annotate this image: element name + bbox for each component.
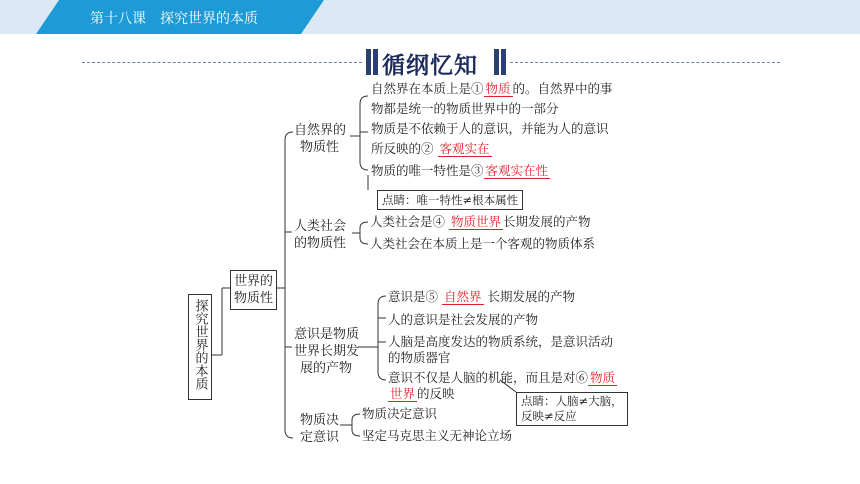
natural-item-1-line-2: 物都是统一的物质世界中的一部分: [371, 101, 559, 116]
root-node: [188, 294, 212, 400]
branch-natural-label: [294, 122, 346, 156]
answer-blank-6b: 世界: [390, 386, 416, 401]
answer-blank-1: 物质: [485, 81, 511, 96]
text: 的反映: [417, 386, 455, 401]
root-label: 探究世界的本质: [192, 299, 208, 390]
determines-item-1: 物质决定意识: [362, 406, 438, 421]
answer-blank-3: 客观实在性: [485, 163, 549, 178]
consciousness-item-4-line-2: [388, 386, 455, 402]
text: 意识不仅是人脑的机能，而且是对⑥: [388, 370, 589, 385]
branch-consciousness-label: [294, 326, 359, 377]
consciousness-item-2: 人的意识是社会发展的产物: [388, 312, 539, 327]
natural-item-3: [371, 163, 550, 179]
natural-item-2-line-2: [371, 141, 492, 157]
natural-note: 点睛：唯一特性≠根本属性: [377, 190, 523, 210]
branch-society-label: [294, 218, 346, 252]
society-item-2: 人类社会在本质上是一个客观的物质体系: [370, 236, 596, 251]
branch-natural-label-2: 物质性: [300, 140, 340, 155]
text: 人类社会是④: [370, 214, 446, 229]
consciousness-note-line-1: 点睛：人脑≠大脑，: [521, 394, 623, 408]
answer-blank-6a: 物质: [590, 370, 616, 385]
text: 所反映的②: [371, 141, 434, 156]
consciousness-note: [516, 392, 628, 426]
consciousness-item-4-line-1: [388, 370, 617, 386]
consciousness-item-3-line-2: 的物质器官: [388, 350, 451, 365]
branch-consciousness-label-1: 意识是物质: [294, 327, 360, 342]
main-node: [230, 270, 277, 310]
text: 长期发展的产物: [487, 289, 576, 304]
consciousness-item-1: [388, 289, 575, 305]
branch-natural-label-1: 自然界的: [294, 123, 347, 138]
consciousness-item-3-line-1: 人脑是高度发达的物质系统，是意识活动: [388, 334, 614, 349]
branch-society-label-1: 人类社会: [294, 219, 347, 234]
branch-society-label-2: 的物质性: [294, 236, 347, 251]
society-item-1: [370, 214, 591, 230]
branch-determines-label-1: 物质决: [300, 413, 340, 428]
answer-blank-4: 物质世界: [451, 214, 502, 229]
text: 长期发展的产物: [503, 214, 591, 229]
natural-item-1-line-1: [371, 81, 613, 97]
text: 的。自然界中的事: [512, 81, 613, 96]
answer-blank-5: 自然界: [444, 289, 482, 304]
branch-consciousness-label-3: 展的产物: [300, 361, 353, 376]
text: 物质的唯一特性是③: [371, 163, 484, 178]
lesson-title: 第十八课 探究世界的本质: [90, 11, 258, 27]
main-node-line-1: 世界的: [234, 274, 274, 289]
determines-item-2: 坚定马克思主义无神论立场: [362, 428, 513, 443]
branch-consciousness-label-2: 世界长期发: [294, 344, 360, 359]
branch-determines-label-2: 定意识: [300, 430, 340, 445]
text: 自然界在本质上是①: [371, 81, 484, 96]
branch-determines-label: [300, 412, 339, 446]
text: 意识是⑤: [388, 289, 439, 304]
main-node-line-2: 物质性: [234, 291, 274, 306]
section-heading: 循纲忆知: [382, 53, 478, 79]
natural-item-2-line-1: 物质是不依赖于人的意识，并能为人的意识: [371, 121, 609, 136]
answer-blank-2: 客观实在: [439, 141, 490, 156]
consciousness-note-line-2: 反映≠反应: [521, 409, 577, 423]
